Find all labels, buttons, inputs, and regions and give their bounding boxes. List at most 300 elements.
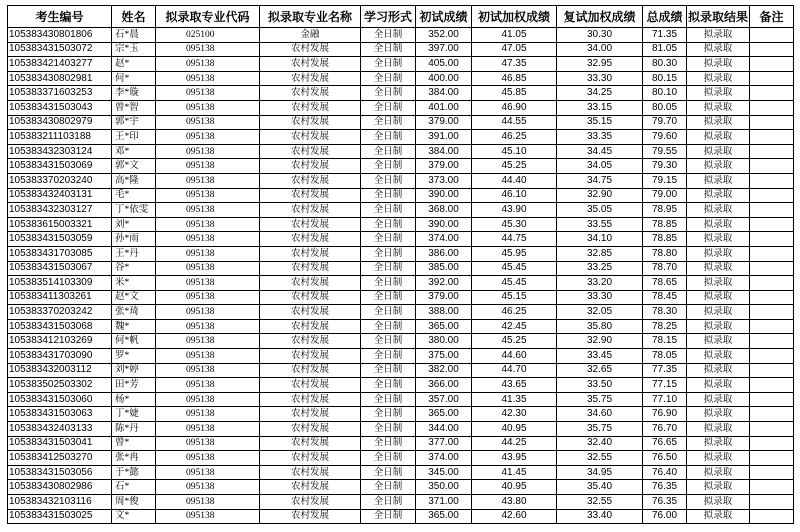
cell-exam-id: 105383431503063: [8, 407, 112, 422]
table-row: [8, 173, 794, 188]
cell-result: 拟录取: [687, 436, 750, 451]
cell-initial-score: 392.00: [416, 276, 472, 291]
cell-initial-weighted: 46.85: [472, 71, 557, 86]
cell-retest-weighted: 32.85: [557, 246, 643, 261]
cell-initial-weighted: 44.40: [472, 173, 557, 188]
cell-major-name: 农村发展: [260, 130, 361, 145]
table-row: [8, 509, 794, 524]
cell-study-form: 全日制: [361, 100, 416, 115]
cell-initial-weighted: 44.25: [472, 436, 557, 451]
cell-total: 79.15: [643, 173, 687, 188]
cell-retest-weighted: 32.90: [557, 334, 643, 349]
cell-initial-score: 365.00: [416, 407, 472, 422]
cell-initial-score: 385.00: [416, 261, 472, 276]
cell-note: [750, 465, 794, 480]
cell-exam-id: 105383432303124: [8, 144, 112, 159]
cell-retest-weighted: 33.30: [557, 71, 643, 86]
cell-retest-weighted: 32.65: [557, 363, 643, 378]
cell-note: [750, 495, 794, 510]
cell-total: 78.80: [643, 246, 687, 261]
cell-initial-weighted: 44.60: [472, 349, 557, 364]
table-row: [8, 261, 794, 276]
cell-retest-weighted: 32.40: [557, 436, 643, 451]
cell-exam-id: 105383431703090: [8, 349, 112, 364]
cell-retest-weighted: 33.30: [557, 290, 643, 305]
cell-study-form: 全日制: [361, 480, 416, 495]
cell-initial-score: 391.00: [416, 130, 472, 145]
cell-total: 77.10: [643, 392, 687, 407]
cell-study-form: 全日制: [361, 319, 416, 334]
col-header-total: 总成绩: [643, 6, 687, 28]
admission-table-sheet: [7, 5, 793, 525]
cell-name: 丁*婕: [112, 407, 156, 422]
cell-result: 拟录取: [687, 480, 750, 495]
cell-exam-id: 105383514103309: [8, 276, 112, 291]
cell-major-name: 农村发展: [260, 290, 361, 305]
cell-total: 79.00: [643, 188, 687, 203]
cell-result: 拟录取: [687, 422, 750, 437]
cell-exam-id: 105383430801806: [8, 28, 112, 43]
cell-note: [750, 378, 794, 393]
cell-exam-id: 105383412103269: [8, 334, 112, 349]
cell-initial-weighted: 44.55: [472, 115, 557, 130]
cell-initial-weighted: 44.75: [472, 232, 557, 247]
cell-major-code: 095138: [156, 57, 260, 72]
cell-major-name: 农村发展: [260, 276, 361, 291]
cell-initial-weighted: 40.95: [472, 422, 557, 437]
cell-exam-id: 105383431503072: [8, 42, 112, 57]
cell-name: 刘*婷: [112, 363, 156, 378]
cell-note: [750, 436, 794, 451]
cell-initial-score: 344.00: [416, 422, 472, 437]
cell-name: 曾*智: [112, 100, 156, 115]
cell-exam-id: 105383432103116: [8, 495, 112, 510]
cell-initial-weighted: 41.35: [472, 392, 557, 407]
cell-major-name: 农村发展: [260, 495, 361, 510]
cell-study-form: 全日制: [361, 188, 416, 203]
cell-initial-score: 384.00: [416, 144, 472, 159]
cell-initial-score: 397.00: [416, 42, 472, 57]
cell-study-form: 全日制: [361, 71, 416, 86]
cell-retest-weighted: 34.25: [557, 86, 643, 101]
cell-retest-weighted: 34.10: [557, 232, 643, 247]
cell-exam-id: 105383211103188: [8, 130, 112, 145]
cell-initial-weighted: 45.10: [472, 144, 557, 159]
cell-note: [750, 261, 794, 276]
cell-major-code: 095138: [156, 115, 260, 130]
cell-initial-score: 352.00: [416, 28, 472, 43]
cell-note: [750, 130, 794, 145]
cell-study-form: 全日制: [361, 203, 416, 218]
cell-major-name: 农村发展: [260, 465, 361, 480]
cell-initial-score: 401.00: [416, 100, 472, 115]
cell-initial-weighted: 45.85: [472, 86, 557, 101]
col-header-initial-score: 初试成绩: [416, 6, 472, 28]
cell-retest-weighted: 35.75: [557, 422, 643, 437]
cell-major-name: 农村发展: [260, 436, 361, 451]
col-header-note: 备注: [750, 6, 794, 28]
cell-major-code: 095138: [156, 407, 260, 422]
cell-initial-score: 371.00: [416, 495, 472, 510]
table-row: [8, 130, 794, 145]
cell-major-name: 农村发展: [260, 86, 361, 101]
cell-exam-id: 105383431503060: [8, 392, 112, 407]
table-row: [8, 349, 794, 364]
cell-exam-id: 105383412503270: [8, 451, 112, 466]
cell-major-code: 095138: [156, 144, 260, 159]
cell-note: [750, 480, 794, 495]
cell-major-name: 金融: [260, 28, 361, 43]
cell-major-name: 农村发展: [260, 203, 361, 218]
cell-study-form: 全日制: [361, 217, 416, 232]
cell-major-code: 095138: [156, 495, 260, 510]
cell-result: 拟录取: [687, 173, 750, 188]
table-row: [8, 378, 794, 393]
cell-initial-score: 379.00: [416, 290, 472, 305]
cell-total: 76.70: [643, 422, 687, 437]
cell-name: 李*璇: [112, 86, 156, 101]
cell-name: 宗*玉: [112, 42, 156, 57]
cell-initial-score: 379.00: [416, 159, 472, 174]
cell-major-code: 095138: [156, 203, 260, 218]
cell-retest-weighted: 30.30: [557, 28, 643, 43]
table-row: [8, 28, 794, 43]
cell-total: 79.30: [643, 159, 687, 174]
cell-note: [750, 42, 794, 57]
cell-initial-weighted: 43.80: [472, 495, 557, 510]
cell-retest-weighted: 35.05: [557, 203, 643, 218]
cell-name: 赵*: [112, 57, 156, 72]
cell-result: 拟录取: [687, 334, 750, 349]
cell-name: 何*帆: [112, 334, 156, 349]
table-row: [8, 232, 794, 247]
cell-retest-weighted: 32.05: [557, 305, 643, 320]
cell-note: [750, 217, 794, 232]
cell-study-form: 全日制: [361, 276, 416, 291]
cell-major-code: 095138: [156, 246, 260, 261]
cell-major-name: 农村发展: [260, 144, 361, 159]
cell-retest-weighted: 32.55: [557, 495, 643, 510]
cell-major-code: 095138: [156, 261, 260, 276]
cell-retest-weighted: 34.45: [557, 144, 643, 159]
cell-total: 80.05: [643, 100, 687, 115]
table-row: [8, 480, 794, 495]
cell-result: 拟录取: [687, 144, 750, 159]
cell-initial-score: 380.00: [416, 334, 472, 349]
cell-initial-weighted: 46.25: [472, 130, 557, 145]
table-row: [8, 115, 794, 130]
cell-major-code: 095138: [156, 436, 260, 451]
cell-study-form: 全日制: [361, 173, 416, 188]
cell-total: 79.70: [643, 115, 687, 130]
cell-retest-weighted: 34.00: [557, 42, 643, 57]
cell-exam-id: 105383432403131: [8, 188, 112, 203]
cell-total: 76.35: [643, 495, 687, 510]
cell-major-code: 095138: [156, 86, 260, 101]
cell-study-form: 全日制: [361, 407, 416, 422]
cell-result: 拟录取: [687, 217, 750, 232]
cell-study-form: 全日制: [361, 86, 416, 101]
cell-total: 77.35: [643, 363, 687, 378]
cell-name: 毛*: [112, 188, 156, 203]
cell-name: 石*: [112, 480, 156, 495]
cell-exam-id: 105383430802979: [8, 115, 112, 130]
cell-name: 赵*文: [112, 290, 156, 305]
cell-note: [750, 86, 794, 101]
table-row: [8, 203, 794, 218]
cell-major-name: 农村发展: [260, 115, 361, 130]
cell-major-code: 095138: [156, 159, 260, 174]
cell-initial-score: 400.00: [416, 71, 472, 86]
cell-study-form: 全日制: [361, 159, 416, 174]
cell-exam-id: 105383432003112: [8, 363, 112, 378]
cell-note: [750, 203, 794, 218]
cell-initial-weighted: 42.60: [472, 509, 557, 524]
cell-major-name: 农村发展: [260, 246, 361, 261]
cell-exam-id: 105383502503302: [8, 378, 112, 393]
cell-study-form: 全日制: [361, 422, 416, 437]
cell-name: 杨*: [112, 392, 156, 407]
cell-major-code: 095138: [156, 363, 260, 378]
cell-major-name: 农村发展: [260, 261, 361, 276]
cell-exam-id: 105383371603253: [8, 86, 112, 101]
cell-initial-weighted: 45.15: [472, 290, 557, 305]
cell-note: [750, 173, 794, 188]
cell-initial-weighted: 43.65: [472, 378, 557, 393]
cell-total: 78.45: [643, 290, 687, 305]
cell-name: 郭*宇: [112, 115, 156, 130]
table-row: [8, 71, 794, 86]
table-row: [8, 465, 794, 480]
cell-initial-score: 375.00: [416, 349, 472, 364]
cell-major-name: 农村发展: [260, 71, 361, 86]
cell-major-code: 095138: [156, 422, 260, 437]
cell-result: 拟录取: [687, 203, 750, 218]
col-header-result: 拟录取结果: [687, 6, 750, 28]
cell-total: 76.50: [643, 451, 687, 466]
cell-retest-weighted: 33.35: [557, 130, 643, 145]
cell-retest-weighted: 32.95: [557, 57, 643, 72]
cell-major-code: 095138: [156, 42, 260, 57]
cell-major-code: 095138: [156, 71, 260, 86]
cell-major-code: 095138: [156, 451, 260, 466]
cell-major-name: 农村发展: [260, 451, 361, 466]
cell-major-code: 025100: [156, 28, 260, 43]
cell-initial-weighted: 46.90: [472, 100, 557, 115]
cell-name: 高*隆: [112, 173, 156, 188]
cell-total: 78.30: [643, 305, 687, 320]
cell-name: 罗*: [112, 349, 156, 364]
cell-name: 文*: [112, 509, 156, 524]
cell-initial-weighted: 45.45: [472, 276, 557, 291]
cell-retest-weighted: 33.25: [557, 261, 643, 276]
table-row: [8, 144, 794, 159]
cell-initial-weighted: 43.90: [472, 203, 557, 218]
cell-note: [750, 407, 794, 422]
cell-initial-weighted: 43.95: [472, 451, 557, 466]
cell-result: 拟录取: [687, 407, 750, 422]
cell-initial-score: 386.00: [416, 246, 472, 261]
cell-major-code: 095138: [156, 276, 260, 291]
cell-note: [750, 451, 794, 466]
table-row: [8, 42, 794, 57]
cell-result: 拟录取: [687, 392, 750, 407]
cell-result: 拟录取: [687, 188, 750, 203]
cell-name: 刘*: [112, 217, 156, 232]
cell-major-name: 农村发展: [260, 349, 361, 364]
cell-initial-score: 365.00: [416, 509, 472, 524]
cell-major-code: 095138: [156, 378, 260, 393]
cell-note: [750, 144, 794, 159]
cell-retest-weighted: 33.50: [557, 378, 643, 393]
cell-result: 拟录取: [687, 363, 750, 378]
cell-note: [750, 232, 794, 247]
cell-total: 76.40: [643, 465, 687, 480]
cell-exam-id: 105383432403133: [8, 422, 112, 437]
cell-study-form: 全日制: [361, 28, 416, 43]
cell-major-code: 095138: [156, 290, 260, 305]
header-row: [8, 6, 794, 28]
table-row: [8, 422, 794, 437]
cell-initial-score: 390.00: [416, 217, 472, 232]
cell-initial-score: 388.00: [416, 305, 472, 320]
cell-study-form: 全日制: [361, 42, 416, 57]
cell-initial-weighted: 45.30: [472, 217, 557, 232]
cell-total: 76.35: [643, 480, 687, 495]
cell-exam-id: 105383431503056: [8, 465, 112, 480]
cell-name: 田*芳: [112, 378, 156, 393]
cell-result: 拟录取: [687, 232, 750, 247]
cell-major-code: 095138: [156, 480, 260, 495]
cell-study-form: 全日制: [361, 363, 416, 378]
cell-study-form: 全日制: [361, 290, 416, 305]
col-header-exam-id: 考生编号: [8, 6, 112, 28]
cell-note: [750, 159, 794, 174]
cell-major-code: 095138: [156, 392, 260, 407]
cell-exam-id: 105383431503069: [8, 159, 112, 174]
cell-exam-id: 105383370203242: [8, 305, 112, 320]
cell-name: 张*冉: [112, 451, 156, 466]
col-header-initial-weighted: 初试加权成绩: [472, 6, 557, 28]
cell-note: [750, 28, 794, 43]
cell-study-form: 全日制: [361, 261, 416, 276]
cell-result: 拟录取: [687, 42, 750, 57]
cell-result: 拟录取: [687, 509, 750, 524]
table-row: [8, 290, 794, 305]
cell-major-code: 095138: [156, 100, 260, 115]
cell-total: 80.15: [643, 71, 687, 86]
cell-note: [750, 188, 794, 203]
cell-exam-id: 105383411303261: [8, 290, 112, 305]
cell-major-name: 农村发展: [260, 378, 361, 393]
cell-retest-weighted: 33.45: [557, 349, 643, 364]
cell-name: 郭*文: [112, 159, 156, 174]
cell-result: 拟录取: [687, 305, 750, 320]
cell-name: 张*琦: [112, 305, 156, 320]
cell-major-code: 095138: [156, 130, 260, 145]
cell-total: 76.65: [643, 436, 687, 451]
cell-result: 拟录取: [687, 28, 750, 43]
cell-major-code: 095138: [156, 349, 260, 364]
table-row: [8, 86, 794, 101]
cell-result: 拟录取: [687, 495, 750, 510]
cell-initial-score: 382.00: [416, 363, 472, 378]
cell-initial-weighted: 41.05: [472, 28, 557, 43]
cell-total: 81.05: [643, 42, 687, 57]
cell-study-form: 全日制: [361, 334, 416, 349]
cell-retest-weighted: 34.60: [557, 407, 643, 422]
cell-name: 王*丹: [112, 246, 156, 261]
table-row: [8, 305, 794, 320]
cell-major-code: 095138: [156, 465, 260, 480]
col-header-retest-weighted: 复试加权成绩: [557, 6, 643, 28]
cell-result: 拟录取: [687, 100, 750, 115]
cell-retest-weighted: 33.15: [557, 100, 643, 115]
cell-retest-weighted: 34.95: [557, 465, 643, 480]
cell-result: 拟录取: [687, 86, 750, 101]
cell-study-form: 全日制: [361, 392, 416, 407]
cell-result: 拟录取: [687, 349, 750, 364]
cell-total: 76.90: [643, 407, 687, 422]
cell-major-name: 农村发展: [260, 509, 361, 524]
cell-initial-score: 384.00: [416, 86, 472, 101]
cell-note: [750, 349, 794, 364]
cell-study-form: 全日制: [361, 246, 416, 261]
cell-result: 拟录取: [687, 261, 750, 276]
col-header-name: 姓名: [112, 6, 156, 28]
cell-initial-score: 373.00: [416, 173, 472, 188]
cell-note: [750, 305, 794, 320]
cell-exam-id: 105383431503043: [8, 100, 112, 115]
table-row: [8, 334, 794, 349]
cell-study-form: 全日制: [361, 232, 416, 247]
cell-exam-id: 105383370203240: [8, 173, 112, 188]
cell-major-name: 农村发展: [260, 217, 361, 232]
cell-exam-id: 105383421403277: [8, 57, 112, 72]
cell-initial-weighted: 47.05: [472, 42, 557, 57]
table-row: [8, 57, 794, 72]
cell-result: 拟录取: [687, 378, 750, 393]
cell-major-code: 095138: [156, 173, 260, 188]
cell-initial-score: 405.00: [416, 57, 472, 72]
cell-note: [750, 422, 794, 437]
cell-note: [750, 363, 794, 378]
cell-major-name: 农村发展: [260, 422, 361, 437]
cell-initial-weighted: 41.45: [472, 465, 557, 480]
cell-initial-weighted: 45.45: [472, 261, 557, 276]
cell-total: 79.55: [643, 144, 687, 159]
cell-study-form: 全日制: [361, 305, 416, 320]
cell-major-name: 农村发展: [260, 392, 361, 407]
cell-note: [750, 115, 794, 130]
cell-initial-score: 357.00: [416, 392, 472, 407]
cell-initial-score: 366.00: [416, 378, 472, 393]
cell-initial-score: 368.00: [416, 203, 472, 218]
cell-major-code: 095138: [156, 334, 260, 349]
cell-result: 拟录取: [687, 465, 750, 480]
table-row: [8, 363, 794, 378]
cell-note: [750, 71, 794, 86]
cell-major-code: 095138: [156, 509, 260, 524]
cell-initial-score: 379.00: [416, 115, 472, 130]
cell-major-code: 095138: [156, 305, 260, 320]
cell-initial-score: 374.00: [416, 451, 472, 466]
cell-initial-score: 345.00: [416, 465, 472, 480]
table-row: [8, 319, 794, 334]
table-row: [8, 407, 794, 422]
cell-study-form: 全日制: [361, 144, 416, 159]
cell-retest-weighted: 33.20: [557, 276, 643, 291]
